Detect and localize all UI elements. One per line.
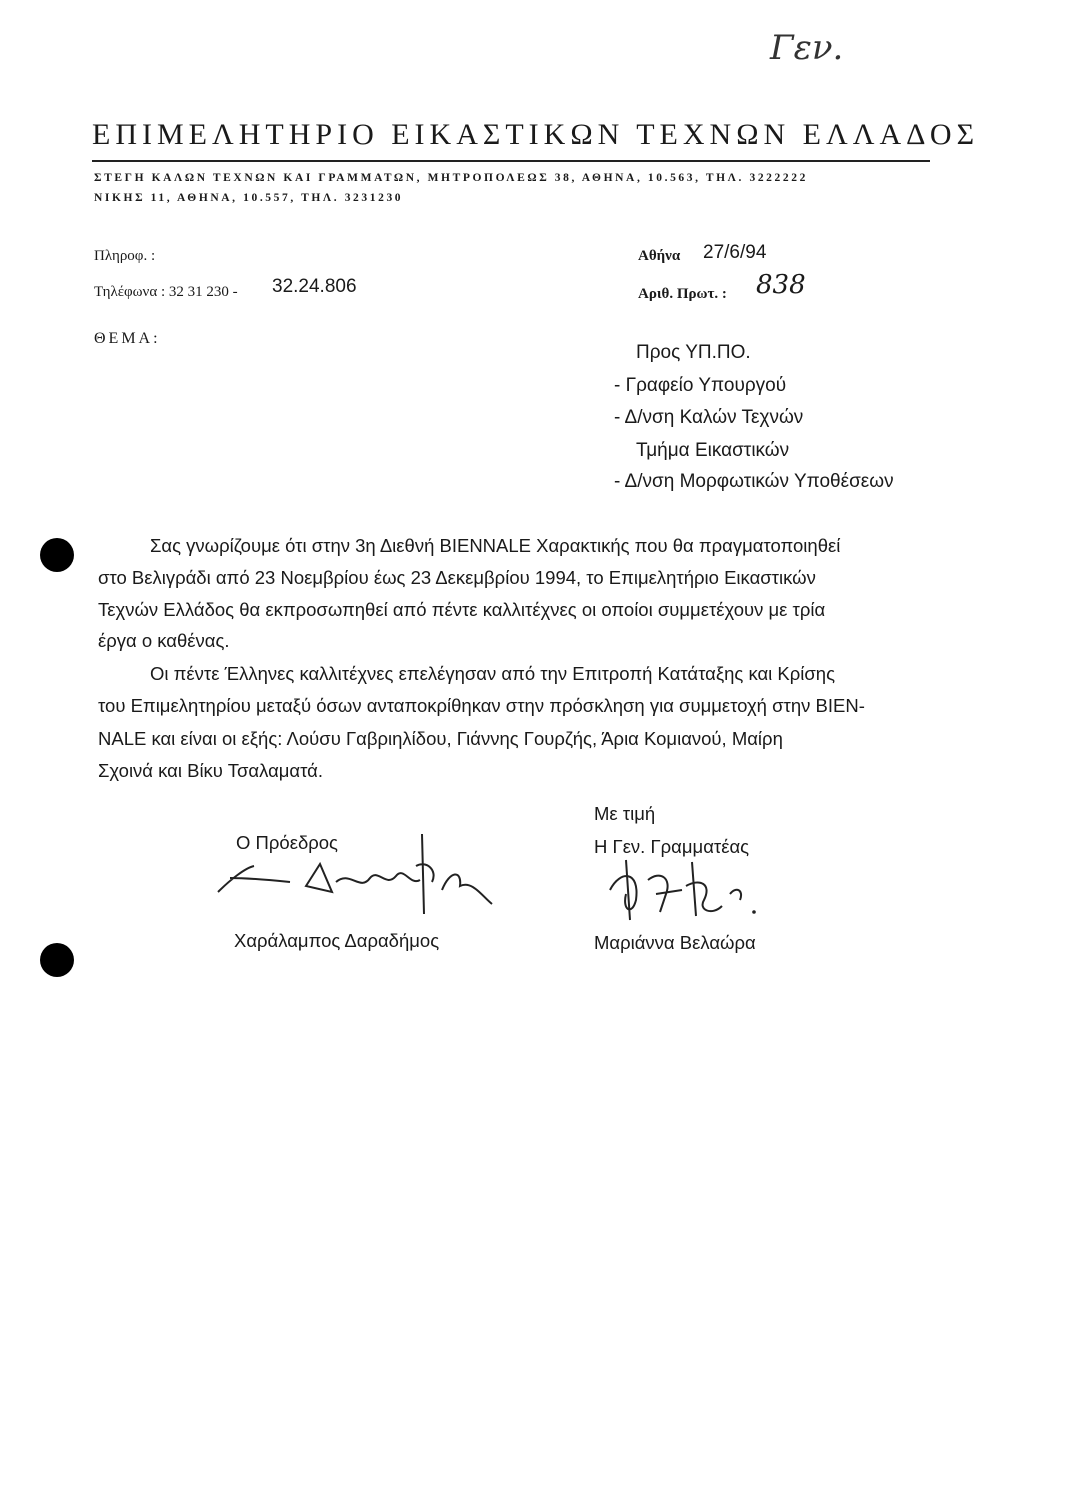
recipient-line: Τμήμα Εικαστικών: [636, 440, 790, 461]
handwritten-note: Γεν.: [770, 28, 844, 68]
body-line: Τεχνών Ελλάδος θα εκπροσωπηθεί από πέντε καλλιτέχνες οι οποίοι συμμετέχουν με τρία: [98, 599, 826, 620]
president-signature: [210, 830, 500, 920]
punch-hole: [40, 538, 74, 572]
recipient-line: - Δ/νση Μορφωτικών Υποθέσεων: [614, 471, 894, 492]
secretary-signature: [600, 850, 770, 930]
body-line: Οι πέντε Έλληνες καλλιτέχνες επελέγησαν από την Επιτροπή Κατάταξης και Κρίσης: [150, 663, 836, 684]
letterhead-title: ΕΠΙΜΕΛΗΤΗΡΙΟ ΕΙΚΑΣΤΙΚΩΝ ΤΕΧΝΩΝ ΕΛΛΑΔΟΣ: [92, 118, 980, 151]
recipient-line: Προς ΥΠ.ΠΟ.: [636, 342, 751, 363]
recipient-line: - Δ/νση Καλών Τεχνών: [614, 407, 804, 428]
body-line: Σχοινά και Βίκυ Τσαλαματά.: [98, 760, 324, 781]
recipient-line: - Γραφείο Υπουργού: [614, 375, 787, 396]
secretary-title: Η Γεν. Γραμματέας: [594, 836, 750, 857]
president-name: Χαράλαμπος Δαραδήμος: [234, 930, 440, 951]
subject-label: ΘΕΜΑ:: [94, 330, 161, 347]
closing-phrase: Με τιμή: [594, 803, 656, 824]
phone-extra-number: 32.24.806: [272, 276, 357, 297]
body-line: του Επιμελητηρίου μεταξύ όσων ανταποκρίθηκαν στην πρόσκληση για συμμετοχή στην BIEN-: [98, 695, 865, 716]
letterhead-address-line-2: ΝΙΚΗΣ 11, ΑΘΗΝΑ, 10.557, ΤΗΛ. 3231230: [94, 192, 404, 204]
letter-date: 27/6/94: [703, 242, 767, 263]
protocol-number: 838: [756, 270, 806, 300]
body-line: NALE και είναι οι εξής: Λούσυ Γαβριηλίδου, Γιάννης Γουρζής, Άρια Κομιανού, Μαίρη: [98, 728, 783, 749]
body-line: στο Βελιγράδι από 23 Νοεμβρίου έως 23 Δεκεμβρίου 1994, το Επιμελητήριο Εικαστικών: [98, 567, 816, 588]
punch-hole: [40, 943, 74, 977]
protocol-label: Αριθ. Πρωτ. :: [638, 286, 727, 302]
info-label: Πληροφ. :: [94, 248, 156, 264]
president-title: Ο Πρόεδρος: [236, 832, 338, 853]
secretary-name: Μαριάννα Βελαώρα: [594, 932, 756, 953]
body-line: έργα ο καθένας.: [98, 630, 230, 651]
letterhead-divider: [92, 160, 930, 162]
body-line: Σας γνωρίζουμε ότι στην 3η Διεθνή BIENNALE Χαρακτικής που θα πραγματοποιηθεί: [150, 535, 841, 556]
phone-label: Τηλέφωνα : 32 31 230 -: [94, 284, 238, 300]
city-label: Αθήνα: [638, 248, 681, 264]
letterhead-address-line-1: ΣΤΕΓΗ ΚΑΛΩΝ ΤΕΧΝΩΝ ΚΑΙ ΓΡΑΜΜΑΤΩΝ, ΜΗΤΡΟΠΟΛΕΩΣ 38, ΑΘΗΝΑ, 10.563, ΤΗΛ. 3222222: [94, 172, 808, 184]
